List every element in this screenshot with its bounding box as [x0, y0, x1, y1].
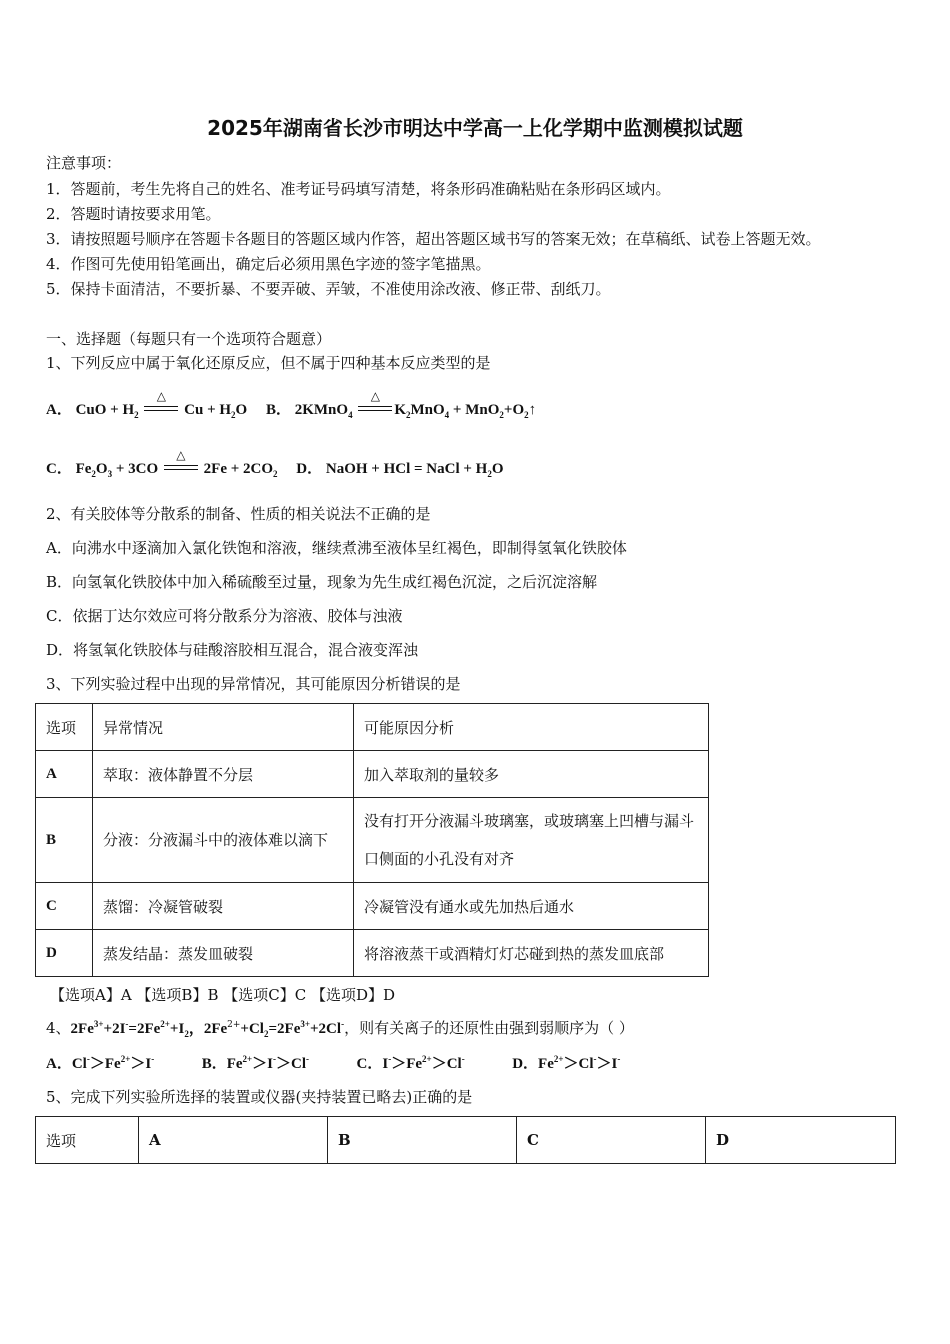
question-1-options-cd: C． $Fe_2O_3 + 3CO$ △ $2Fe + 2CO_2$ D． NaOH + HCl = NaCl + $H_2O$ — [46, 447, 504, 479]
page-title: 2025年湖南省长沙市明达中学高一上化学期中监测模拟试题 — [207, 116, 743, 140]
table-cell-case: 萃取：液体静置不分层 — [93, 751, 354, 798]
table-header-cell: 异常情况 — [93, 704, 354, 751]
question-3-stem: 3、下列实验过程中出现的异常情况，其可能原因分析错误的是 — [46, 675, 461, 693]
table-cell-option: C — [36, 883, 93, 930]
table-cell-case: 蒸馏：冷凝管破裂 — [93, 883, 354, 930]
table-cell-reason: 冷凝管没有通水或先加热后通水 — [354, 883, 709, 930]
question-1-stem: 1、下列反应中属于氧化还原反应，但不属于四种基本反应类型的是 — [46, 354, 491, 372]
option-c: C．$I^->Fe^{2+}>Cl^-$ — [356, 1054, 465, 1072]
table-cell-reason: 加入萃取剂的量较多 — [354, 751, 709, 798]
table-header-cell: C — [517, 1117, 706, 1164]
question-4-options — [46, 1052, 620, 1073]
question-2-option: D．将氢氧化铁胶体与硅酸溶胶相互混合，混合液变浑浊 — [46, 641, 419, 659]
table-header-row — [36, 704, 709, 751]
table-cell-option: B — [36, 798, 93, 883]
table-row — [36, 751, 709, 798]
option-a-label: A． — [46, 402, 72, 418]
table-header-row — [36, 1117, 896, 1164]
notice-item: 5．保持卡面清洁，不要折暴、不要弄破、弄皱，不准使用涂改液、修正带、刮纸刀。 — [46, 280, 611, 298]
notice-item: 4．作图可先使用铅笔画出，确定后必须用黑色字迹的签字笔描黑。 — [46, 255, 491, 273]
option-b-label: B． — [265, 402, 291, 418]
heat-condition-symbol: △ — [144, 404, 178, 418]
table-header-cell: 选项 — [36, 1117, 139, 1164]
table-cell-reason: 没有打开分液漏斗玻璃塞，或玻璃塞上凹槽与漏斗口侧面的小孔没有对齐 — [354, 798, 709, 883]
table-header-cell: D — [706, 1117, 896, 1164]
option-d-label: D． — [296, 461, 323, 477]
notice-item: 2．答题时请按要求用笔。 — [46, 205, 221, 223]
heat-condition-symbol: △ — [164, 463, 198, 477]
table-header-cell: 可能原因分析 — [354, 704, 709, 751]
table-cell-option: A — [36, 751, 93, 798]
question-3-table — [35, 703, 709, 977]
notice-heading: 注意事项： — [46, 154, 122, 172]
option-b: B．$Fe^{2+}>I^->Cl^-$ — [201, 1054, 310, 1072]
question-2-option: A．向沸水中逐滴加入氯化铁饱和溶液，继续煮沸至液体呈红褐色，即制得氢氧化铁胶体 — [46, 539, 627, 557]
option-d: D．$Fe^{2+}>Cl^->I^-$ — [512, 1054, 621, 1072]
option-a: A．$Cl^->Fe^{2+}>I^-$ — [46, 1054, 155, 1072]
table-cell-reason: 将溶液蒸干或酒精灯灯芯碰到热的蒸发皿底部 — [354, 930, 709, 977]
question-2-option: C．依据丁达尔效应可将分散系分为溶液、胶体与浊液 — [46, 607, 403, 625]
question-5-table — [35, 1116, 896, 1164]
table-row — [36, 930, 709, 977]
table-cell-option: D — [36, 930, 93, 977]
table-header-cell: A — [139, 1117, 328, 1164]
question-4-stem: 4、$2Fe^{3+}+2I^-=2Fe^{2+}+I_2$，$2Fe^{2+}+Cl_2=2Fe^{3+}+2Cl^-$，则有关离子的还原性由强到弱顺序为（ ） — [46, 1019, 634, 1039]
table-cell-case: 分液：分液漏斗中的液体难以滴下 — [93, 798, 354, 883]
table-row — [36, 883, 709, 930]
notice-item: 1．答题前，考生先将自己的姓名、准考证号码填写清楚，将条形码准确粘贴在条形码区域内。 — [46, 180, 671, 198]
table-header-cell: B — [328, 1117, 517, 1164]
question-1-options-ab: A． CuO + $H_2$ △ $Cu + H_2O$ B． 2KMnO$_4$ △ $K_2MnO_4$ + $MnO_2+O_2↑$ — [46, 388, 537, 420]
option-c-label: C． — [46, 461, 72, 477]
question-2-option: B．向氢氧化铁胶体中加入稀硫酸至过量，现象为先生成红褐色沉淀，之后沉淀溶解 — [46, 573, 598, 591]
table-cell-case: 蒸发结晶：蒸发皿破裂 — [93, 930, 354, 977]
question-2-stem: 2、有关胶体等分散系的制备、性质的相关说法不正确的是 — [46, 505, 431, 523]
section-heading: 一、选择题（每题只有一个选项符合题意） — [46, 330, 332, 348]
table-row — [36, 798, 709, 883]
question-3-answer-options: 【选项A】A 【选项B】B 【选项C】C 【选项D】D — [50, 986, 396, 1004]
question-5-stem: 5、完成下列实验所选择的装置或仪器(夹持装置已略去)正确的是 — [46, 1088, 473, 1106]
table-header-cell: 选项 — [36, 704, 93, 751]
heat-condition-symbol: △ — [358, 404, 392, 418]
notice-item: 3．请按照题号顺序在答题卡各题目的答题区域内作答，超出答题区域书写的答案无效；在草稿纸、试卷上答题无效。 — [46, 230, 821, 248]
